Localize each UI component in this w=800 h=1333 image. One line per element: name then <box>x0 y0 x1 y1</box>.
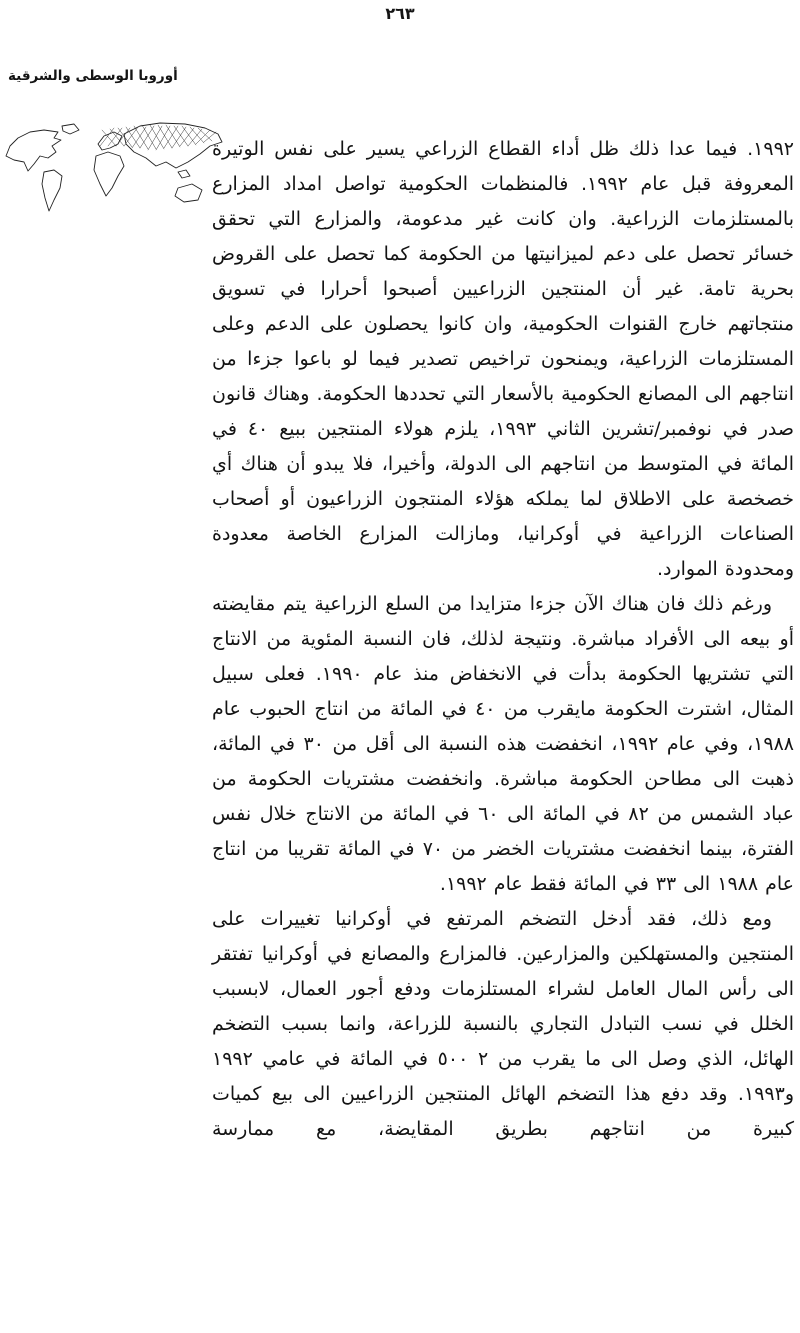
page-number: ٢٦٣ <box>385 4 415 23</box>
section-header: أوروبا الوسطى والشرقية <box>8 68 178 84</box>
paragraph-3: ومع ذلك، فقد أدخل التضخم المرتفع في أوكرانيا تغييرات على المنتجين والمستهلكين والمزارعين. فالمزارع والمصانع في أوكرانيا تفتقر الى رأس المال العامل لشراء المستلزمات ودفع أجور العمال، لابسبب الخلل في نسب التبادل التجاري بالنسبة للزراعة، وانما بسبب التضخم الهائل، الذي وصل الى ما يقرب من ٢ ٥٠٠ في المائة في عامي ١٩٩٢ و١٩٩٣. وقد دفع هذا التضخم الهائل المنتجين الزراعيين الى بيع كميات كبيرة من انتاجهم بطريق المقايضة، مع ممارسة <box>212 908 795 1140</box>
paragraph-2: ورغم ذلك فان هناك الآن جزءا متزايدا من السلع الزراعية يتم مقايضته أو بيعه الى الأفراد مباشرة. ونتيجة لذلك، فان النسبة المئوية من الانتاج التي تشتريها الحكومة بدأت في الانخفاض منذ عام ١٩٩٠. فعلى سبيل المثال، اشترت الحكومة مايقرب من ٤٠ في المائة من انتاج الحبوب عام ١٩٨٨، وفي عام ١٩٩٢، انخفضت هذه النسبة الى أقل من ٣٠ في المائة، ذهبت الى مطاحن الحكومة مباشرة. وانخفضت مشتريات الحكومة من عباد الشمس من ٨٢ في المائة الى ٦٠ في المائة من الانتاج خلال نفس الفترة، بينما انخفضت مشتريات الخضر من ٧٠ في المائة تقريبا من انتاج عام ١٩٨٨ الى ٣٣ في المائة فقط عام ١٩٩٢. <box>212 593 795 895</box>
paragraph-1: ١٩٩٢. فيما عدا ذلك ظل أداء القطاع الزراعي يسير على نفس الوتيرة المعروفة قبل عام ١٩٩٢. فالمنظمات الحكومية تواصل امداد المزارع بالمستلزمات الزراعية. وان كانت غير مدعومة، والمزارع التي تحقق خسائر تحصل على دعم لميزانيتها من الحكومة كما تحصل على القروض بحرية تامة. غير أن المنتجين الزراعيين أصبحوا أحرارا في تسويق منتجاتهم خارج القنوات الحكومية، وان كانوا يحصلون على الدعم وعلى المستلزمات الزراعية، ويمنحون تراخيص تصدير فيما لو باعوا جزءا من انتاجهم الى المصانع الحكومية بالأسعار التي تحددها الحكومة. وهناك قانون صدر في نوفمبر/تشرين الثاني ١٩٩٣، يلزم هولاء المنتجين ببيع ٤٠ في المائة في المتوسط من انتاجهم الى الدولة، وأخيرا، فلا يبدو أن هناك أي خصخصة على الاطلاق لما يملكه هؤلاء المنتجون الزراعيون أو أصحاب الصناعات الزراعية في أوكرانيا، ومازالت المزارع الخاصة معدودة ومحدودة الموارد. <box>212 138 795 580</box>
main-text-column <box>212 132 794 1147</box>
world-map-icon <box>0 118 235 218</box>
